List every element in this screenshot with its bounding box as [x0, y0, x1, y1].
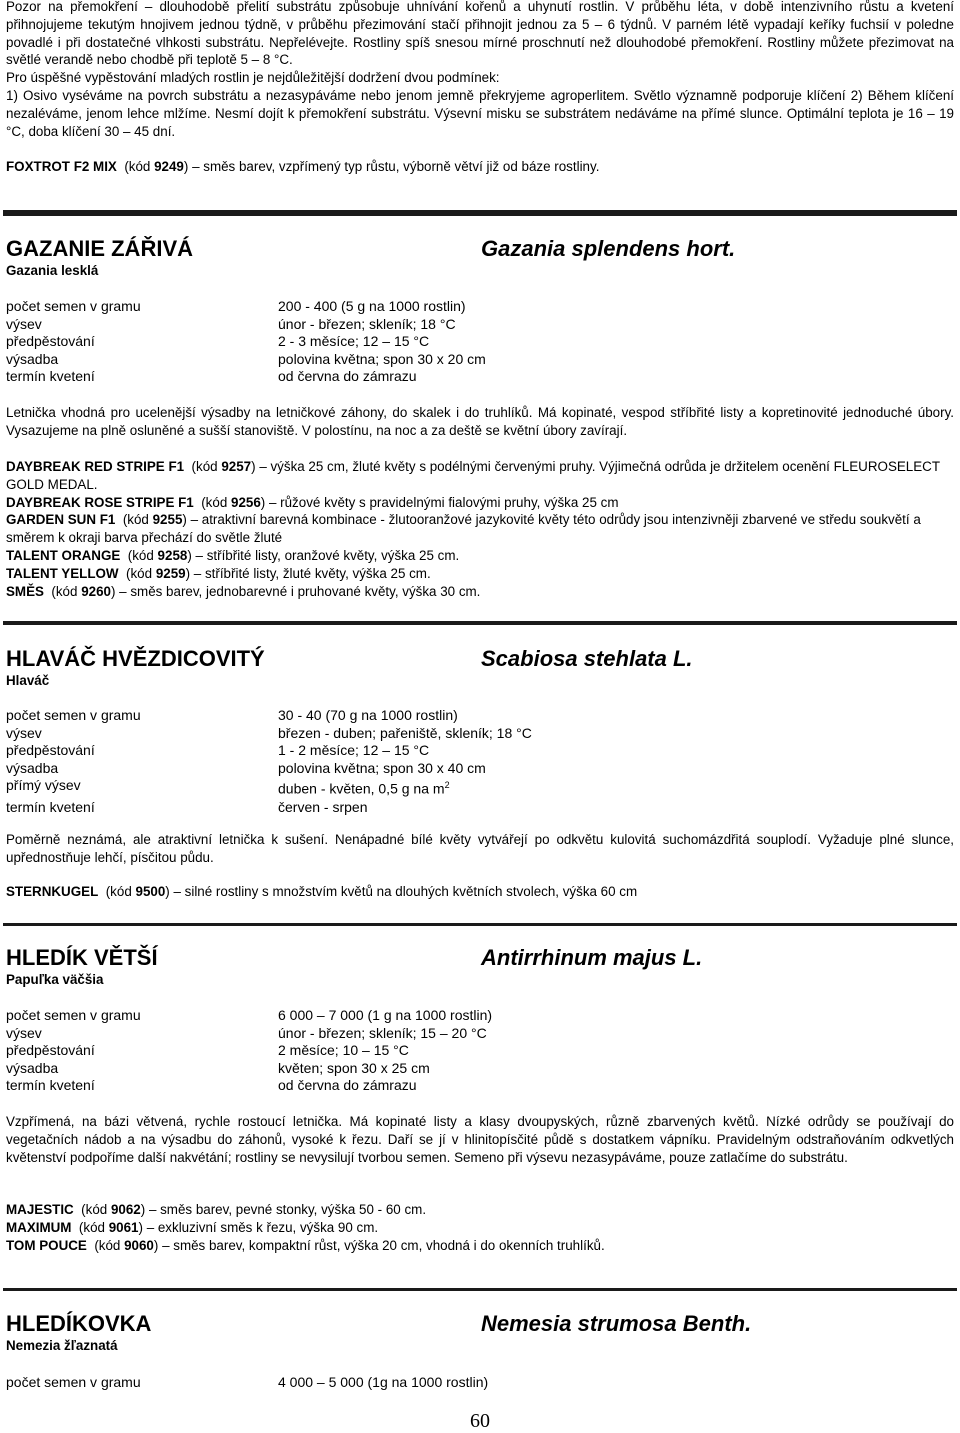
section-subtitle: Papuľka väčšia [6, 972, 104, 987]
spec-key: výsev [6, 724, 42, 741]
section-subtitle: Hlaváč [6, 673, 50, 688]
variety-list [6, 883, 954, 901]
variety-list [6, 458, 954, 600]
variety-item: DAYBREAK ROSE STRIPE F1 (kód 9256) – růžové květy s pravidelnými fialovými pruhy, výška 25 cm [6, 494, 619, 510]
spec-key: termín kvetení [6, 1077, 95, 1094]
variety-code: 9256 [231, 494, 261, 510]
spec-value: 30 - 40 (70 g na 1000 rostlin) [278, 707, 458, 723]
spec-key: výsadba [6, 350, 59, 367]
spec-key: počet semen v gramu [6, 1374, 141, 1390]
spec-value: únor - březen; skleník; 15 – 20 °C [278, 1024, 487, 1041]
spec-row [6, 799, 946, 817]
variety-name: MAJESTIC [6, 1202, 74, 1217]
variety-name: TALENT ORANGE [6, 547, 121, 563]
variety-item: TALENT ORANGE (kód 9258) – stříbřité listy, oranžové květy, výška 25 cm. [6, 547, 460, 563]
variety-desc: – směs barev, jednobarevné i pruhované květy, výška 30 cm. [115, 583, 481, 599]
spec-value: červen - srpen [278, 798, 368, 815]
section-divider [3, 621, 957, 625]
variety-code: 9061 [108, 1219, 139, 1235]
section-title: HLEDÍK VĚTŠÍ [6, 945, 158, 970]
spec-row [6, 298, 946, 316]
variety-desc: – směs barev, vzpřímený typ růstu, výborně větví již od báze rostliny. [188, 159, 600, 174]
spec-row [6, 742, 946, 760]
spec-key: počet semen v gramu [6, 1007, 141, 1023]
spec-row [6, 1077, 946, 1095]
variety-item: STERNKUGEL (kód 9500) – silné rostliny s množstvím květů na dlouhých květních stvolech, výška 60 cm [6, 884, 638, 899]
spec-row [6, 777, 946, 798]
section-description: Vzpřímená, na bázi větvená, rychle rostoucí letnička. Má kopinaté listy a klasy dvoupyských, různě zbarvených květů. Nízké odrůdy se používají do vegetačních nádob a na výsadbu do záhonů, vysoké k řezu. Daří se jí v hlinitopísčité půdě s dostatkem vápníku. Pravidelným odstraňováním odkvetlých květenství podpoříme další nakvétání; rostliny se nevysilují tvorbou semen. Semeno při výsevu nezasypáváme, pouze zatlačíme do substrátu. [6, 1114, 954, 1165]
variety-item: MAXIMUM (kód 9061) – exkluzivní směs k řezu, výška 90 cm. [6, 1219, 379, 1235]
spec-row [6, 1025, 946, 1043]
section-divider [3, 1288, 957, 1291]
spec-value: únor - březen; skleník; 18 °C [278, 315, 456, 332]
section-subtitle: Gazania lesklá [6, 263, 99, 278]
variety-desc: – exkluzivní směs k řezu, výška 90 cm. [142, 1219, 379, 1235]
spec-value: 1 - 2 měsíce; 12 – 15 °C [278, 742, 430, 759]
intro-variety: FOXTROT F2 MIX (kód 9249) – směs barev, vzpřímený typ růstu, výborně větví již od báze rostliny. [6, 159, 600, 174]
spec-row [6, 1374, 946, 1392]
spec-value: březen - duben; pařeniště, skleník; 18 °C [278, 724, 532, 741]
intro-paragraph: 1) Osivo vyséváme na povrch substrátu a nezasypáváme nebo jenom jemně překryjeme agroperlitem. Světlo významně podporuje klíčení 2) Během klíčení nezaléváme, jenom lehce mlžíme. Nesmí dojít k přemokření substrátu. Výsevní misku se substrátem nedáváme na přímé slunce. Optimální teplota je 16 – 19 °C, doba klíčení 30 – 45 dní. [6, 87, 954, 139]
variety-desc: – stříbřité listy, žluté květy, výška 25 cm. [190, 565, 431, 581]
section-latin-name: Scabiosa stehlata L. [481, 646, 693, 671]
spec-row [6, 1060, 946, 1078]
variety-code: 9060 [124, 1237, 154, 1253]
variety-list [6, 1201, 954, 1254]
spec-key: počet semen v gramu [6, 707, 141, 723]
variety-desc: – silné rostliny s množstvím květů na dlouhých květních stvolech, výška 60 cm [169, 884, 638, 899]
section-subtitle: Nemezia žľaznatá [6, 1338, 118, 1353]
section-title: HLAVÁČ HVĚZDICOVITÝ [6, 646, 265, 671]
variety-name: MAXIMUM [6, 1219, 72, 1235]
spec-value: 2 měsíce; 10 – 15 °C [278, 1042, 409, 1059]
spec-table [6, 1007, 946, 1095]
spec-value: 6 000 – 7 000 (1 g na 1000 rostlin) [278, 1007, 493, 1023]
section-title: HLEDÍKOVKA [6, 1311, 152, 1336]
spec-key: výsadba [6, 1059, 59, 1076]
spec-key: předpěstování [6, 742, 95, 759]
variety-desc: – růžové květy s pravidelnými fialovými pruhy, výška 25 cm [265, 494, 619, 510]
variety-name: DAYBREAK ROSE STRIPE F1 [6, 494, 194, 510]
spec-value: od června do zámrazu [278, 1077, 417, 1094]
variety-item: DAYBREAK RED STRIPE F1 (kód 9257) – výška 25 cm, žluté květy s podélnými červenými pruhy. Výjimečná odrůda je držitelem ocenění FLEUROSELECT GOLD MEDAL. [6, 459, 940, 492]
spec-row [6, 368, 946, 386]
section-divider [3, 923, 957, 926]
spec-row [6, 707, 946, 725]
spec-row [6, 1042, 946, 1060]
variety-name: SMĚS [6, 583, 44, 599]
variety-item: TOM POUCE (kód 9060) – směs barev, kompaktní růst, výška 20 cm, vhodná i do okenních truhlíků. [6, 1237, 605, 1253]
spec-table [6, 707, 946, 816]
superscript: 2 [444, 780, 450, 791]
variety-name: DAYBREAK RED STRIPE F1 [6, 459, 185, 474]
variety-name: STERNKUGEL [6, 884, 99, 899]
variety-item: MAJESTIC (kód 9062) – směs barev, pevné stonky, výška 50 - 60 cm. [6, 1202, 427, 1217]
spec-value: polovina května; spon 30 x 40 cm [278, 759, 486, 776]
spec-key: předpěstování [6, 1042, 95, 1059]
spec-key: výsadba [6, 759, 59, 776]
spec-row [6, 725, 946, 743]
variety-name: TALENT YELLOW [6, 565, 119, 581]
variety-code: 9259 [155, 565, 186, 581]
spec-key: počet semen v gramu [6, 298, 141, 314]
variety-code: 9260 [81, 583, 111, 599]
variety-desc: – výška 25 cm, žluté květy s podélnými červenými pruhy. Výjimečná odrůda je držitelem ocenění FLEUROSELECT GOLD MEDAL. [6, 459, 940, 492]
spec-row [6, 333, 946, 351]
variety-desc: – stříbřité listy, oranžové květy, výška 25 cm. [191, 547, 460, 563]
variety-name: TOM POUCE [6, 1237, 87, 1253]
spec-value: od června do zámrazu [278, 368, 417, 385]
spec-value: 2 - 3 měsíce; 12 – 15 °C [278, 333, 430, 350]
spec-table [6, 1374, 946, 1392]
spec-value: 4 000 – 5 000 (1g na 1000 rostlin) [278, 1374, 489, 1390]
spec-value: duben - květen, 0,5 g na $m^2$ [278, 780, 450, 798]
variety-code: 9249 [154, 159, 184, 174]
spec-key: výsev [6, 315, 42, 332]
spec-key: termín kvetení [6, 368, 95, 385]
variety-item: TALENT YELLOW (kód 9259) – stříbřité listy, žluté květy, výška 25 cm. [6, 565, 431, 581]
variety-code: 9258 [157, 547, 188, 563]
section-title: GAZANIE ZÁŘIVÁ [6, 236, 193, 261]
spec-row [6, 1007, 946, 1025]
spec-value: 200 - 400 (5 g na 1000 rostlin) [278, 298, 466, 314]
variety-code: 9255 [152, 512, 183, 528]
spec-value: polovina května; spon 30 x 20 cm [278, 350, 486, 367]
variety-item: SMĚS (kód 9260) – směs barev, jednobarevné i pruhované květy, výška 30 cm. [6, 583, 481, 599]
variety-name: FOXTROT F2 MIX [6, 159, 117, 174]
spec-row [6, 316, 946, 334]
spec-row [6, 760, 946, 778]
section-description: Poměrně neznámá, ale atraktivní letnička k sušení. Nenápadné bílé květy vytvářejí po odkvětu kulovitá suchomázdřitá souplodí. Vyžaduje plné slunce, upřednostňuje lehčí, písčitou půdu. [6, 832, 954, 865]
variety-desc: – směs barev, pevné stonky, výška 50 - 60 cm. [145, 1202, 427, 1217]
variety-code: 9062 [110, 1202, 141, 1217]
section-divider [3, 210, 957, 216]
intro-paragraph: Pro úspěšné vypěstování mladých rostlin je nejdůležitější dodržení dvou podmínek: [6, 70, 500, 86]
page-number: 60 [470, 1410, 490, 1432]
spec-table [6, 298, 946, 386]
variety-code: 9257 [221, 459, 252, 474]
variety-desc: – atraktivní barevná kombinace - žlutooranžové jazykovité květy této odrůdy jsou intenzivněji zbarvené ve středu soukvětí a směrem k okraji barva přechází do světle žluté [6, 512, 921, 546]
spec-key: výsev [6, 1024, 42, 1041]
section-latin-name: Nemesia strumosa Benth. [481, 1311, 752, 1336]
spec-row [6, 351, 946, 369]
spec-key: předpěstování [6, 333, 95, 350]
spec-value: květen; spon 30 x 25 cm [278, 1059, 430, 1076]
section-latin-name: Gazania splendens hort. [481, 236, 736, 261]
variety-code: 9500 [135, 884, 166, 899]
spec-key: přímý výsev [6, 777, 81, 794]
spec-key: termín kvetení [6, 798, 95, 815]
variety-item: GARDEN SUN F1 (kód 9255) – atraktivní barevná kombinace - žlutooranžové jazykovité květy této odrůdy jsou intenzivněji zbarvené ve středu soukvětí a směrem k okraji barva přechází do světle žluté [6, 512, 921, 546]
intro-paragraph: Pozor na přemokření – dlouhodobě přelití substrátu způsobuje uhnívání kořenů a uhynutí rostlin. V průběhu léta, v době intenzivního růstu a kvetení přihnojujeme tekutým hnojivem jednou týdně, v průběhu přezimování stačí přihnojit jednou za 5 – 6 týdnů. V parném létě vypadají keříky fuchsií v poledne povadlé i při dostatečné vlhkosti substrátu. Nepřelévejte. Rostliny spíš snesou mírné proschnutí než dlouhodobé přemokření. Rostliny můžete přezimovat na světlé verandě nebo chodbě při teplotě 5 – 8 °C. [6, 0, 954, 68]
variety-name: GARDEN SUN F1 [6, 512, 116, 528]
intro-block [6, 0, 954, 140]
section-latin-name: Antirrhinum majus L. [481, 945, 703, 970]
variety-desc: – směs barev, kompaktní růst, výška 20 cm, vhodná i do okenních truhlíků. [158, 1237, 605, 1253]
section-description: Letnička vhodná pro ucelenější výsadby na letničkové záhony, do skalek i do truhlíků. Má kopinaté, vespod stříbřité listy a kopretinovité jednoduché úbory. Vysazujeme na plně osluněné a sušší stanoviště. V polostínu, na noc a za deště se květní úbory zavírají. [6, 405, 954, 438]
